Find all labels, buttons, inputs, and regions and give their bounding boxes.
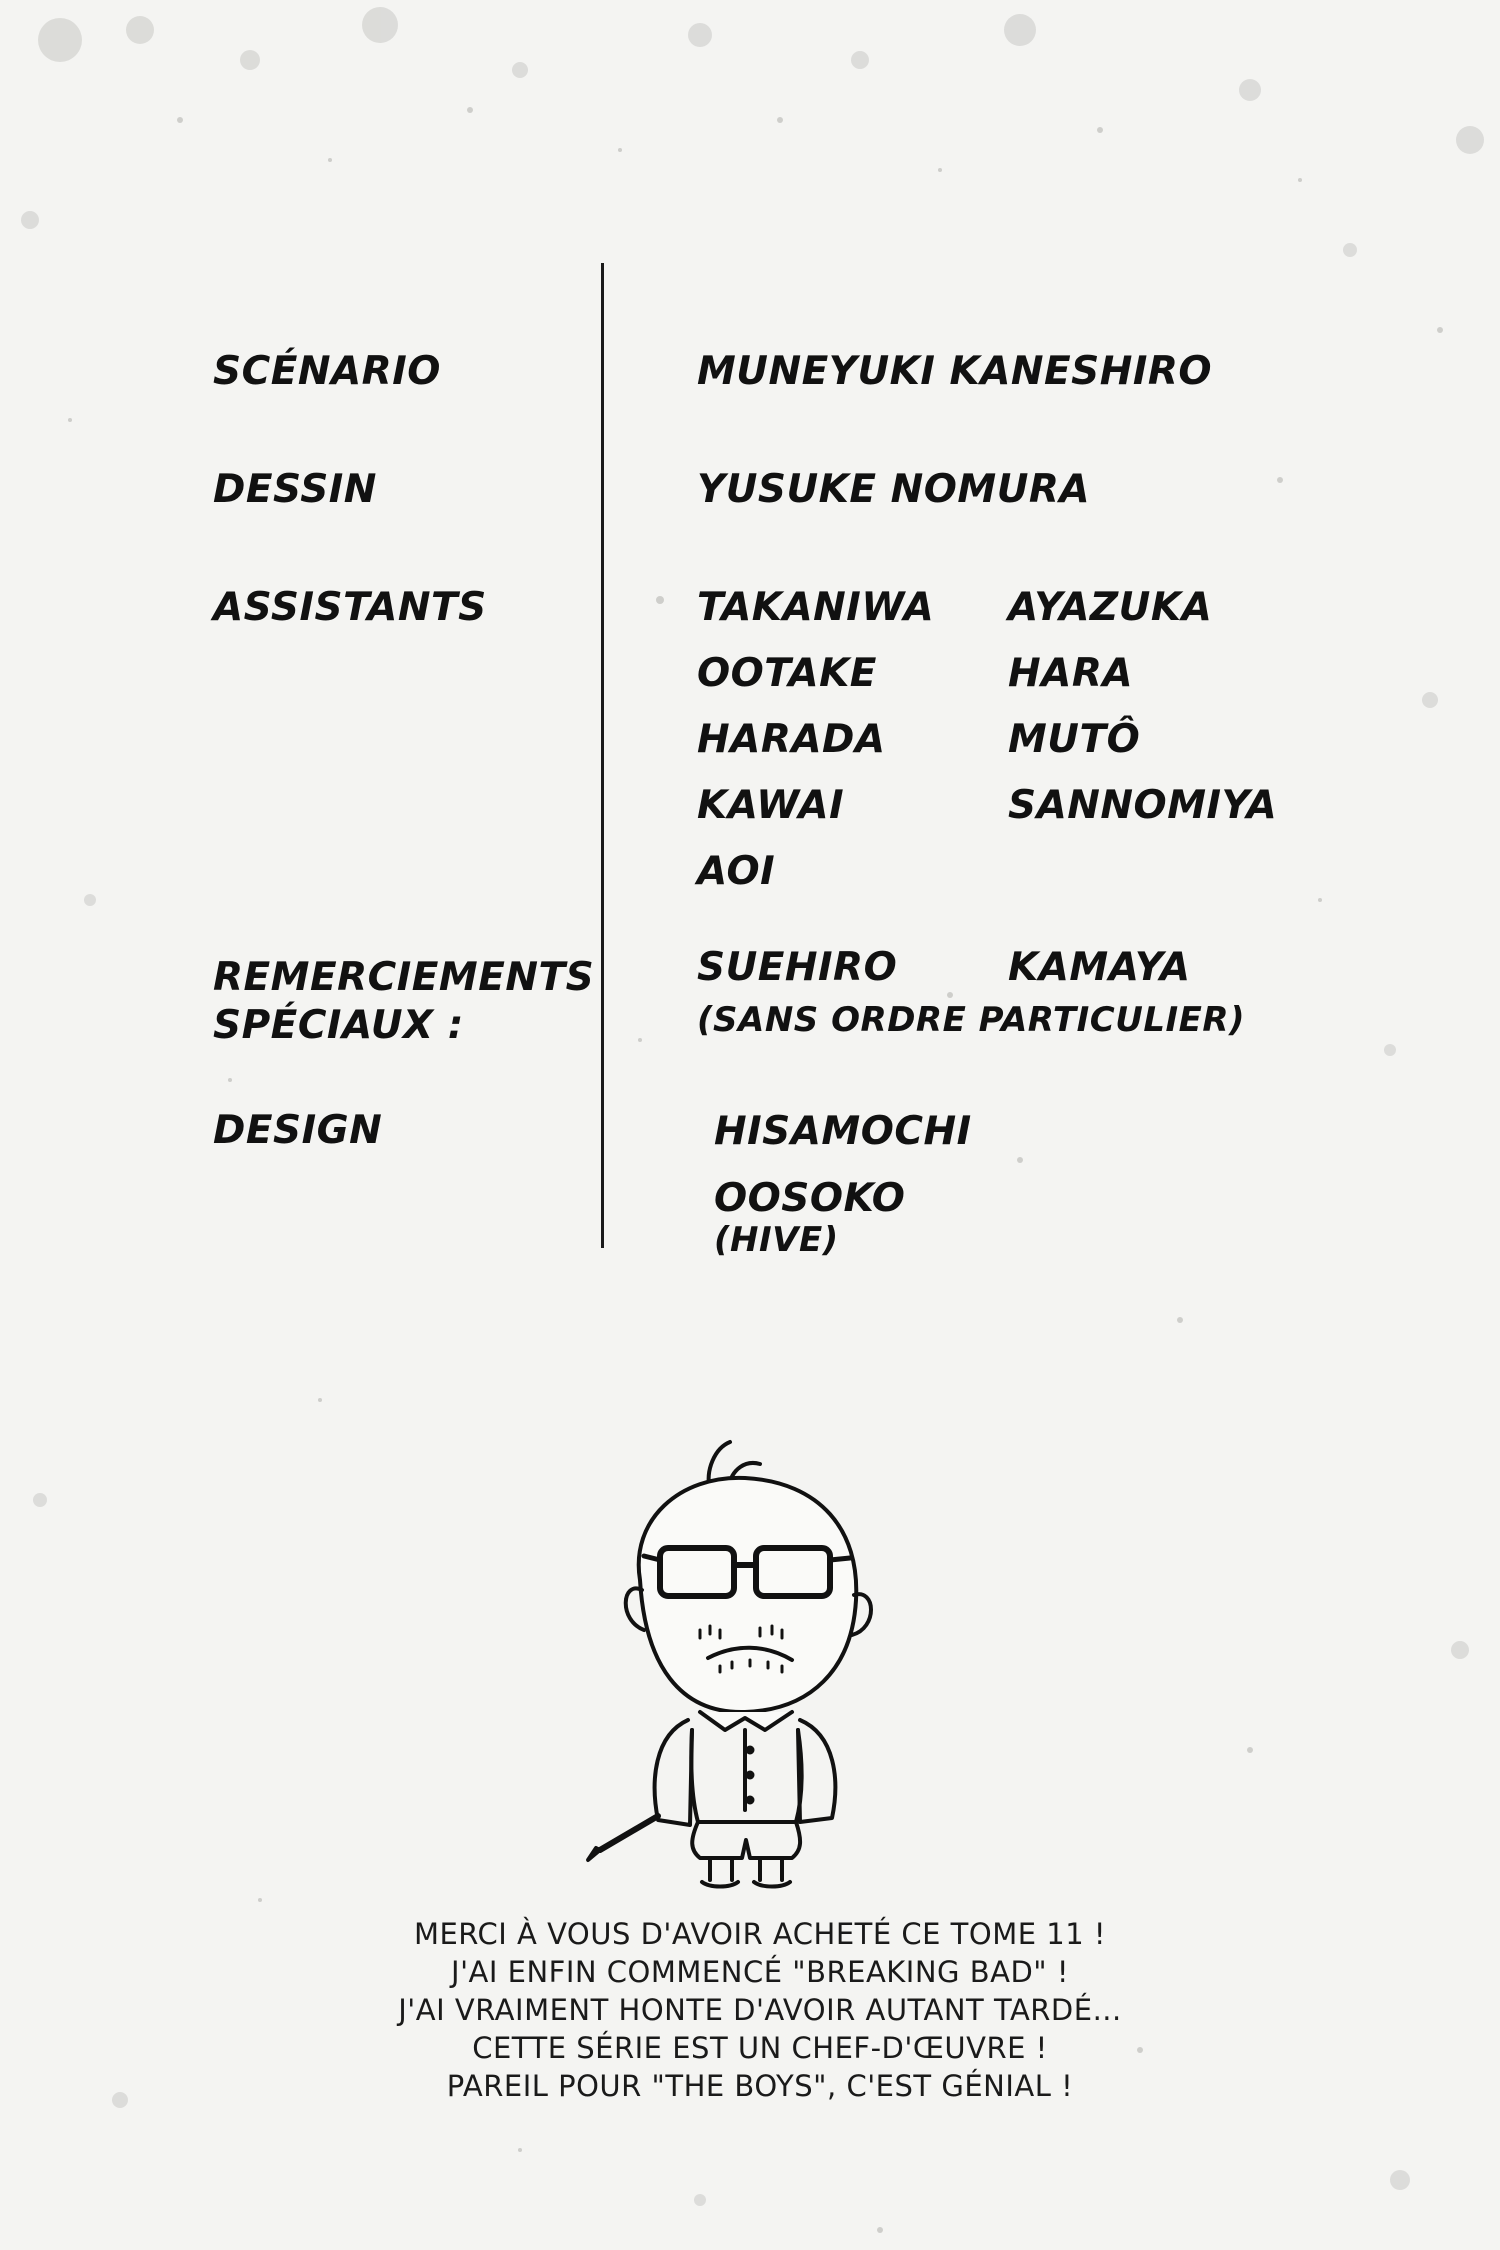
assistant-name: TAKANIWA	[697, 585, 935, 630]
author-caricature	[560, 1430, 980, 1890]
column-divider	[601, 263, 604, 1248]
thanks-label-line1: REMERCIEMENTS	[213, 955, 595, 1000]
design-name: OOSOKO	[714, 1176, 906, 1221]
assistant-name: SANNOMIYA	[1008, 783, 1278, 828]
thanks-order-note: (SANS ORDRE PARTICULIER)	[697, 1000, 1246, 1040]
assistant-name: HARA	[1008, 651, 1134, 696]
scenario-name: MUNEYUKI KANESHIRO	[697, 349, 1213, 394]
design-label: DESIGN	[213, 1108, 383, 1153]
design-name: HISAMOCHI	[714, 1109, 972, 1154]
dessin-label: DESSIN	[213, 467, 377, 512]
thanks-name: KAMAYA	[1008, 945, 1191, 990]
author-note-line: J'AI ENFIN COMMENCÉ "BREAKING BAD" !	[451, 1955, 1069, 1989]
author-note-line: J'AI VRAIMENT HONTE D'AVOIR AUTANT TARDÉ...	[398, 1993, 1122, 2027]
author-note-line: CETTE SÉRIE EST UN CHEF-D'ŒUVRE !	[472, 2031, 1048, 2065]
author-note-line: PAREIL POUR "THE BOYS", C'EST GÉNIAL !	[446, 2069, 1074, 2103]
thanks-name: SUEHIRO	[697, 945, 898, 990]
dessin-name: YUSUKE NOMURA	[697, 467, 1091, 512]
assistant-name: AYAZUKA	[1008, 585, 1213, 630]
assistant-name: KAWAI	[697, 783, 845, 828]
assistant-name: MUTÔ	[1008, 717, 1141, 762]
author-note	[380, 1915, 1140, 2105]
assistant-name: AOI	[697, 849, 776, 894]
design-studio: (HIVE)	[714, 1220, 839, 1260]
assistant-name: HARADA	[697, 717, 886, 762]
author-note-line: MERCI À VOUS D'AVOIR ACHETÉ CE TOME 11 !	[413, 1917, 1107, 1951]
thanks-label-line2: SPÉCIAUX :	[213, 1003, 464, 1048]
assistants-label: ASSISTANTS	[213, 585, 487, 630]
assistant-name: OOTAKE	[697, 651, 877, 696]
scenario-label: SCÉNARIO	[213, 349, 441, 394]
